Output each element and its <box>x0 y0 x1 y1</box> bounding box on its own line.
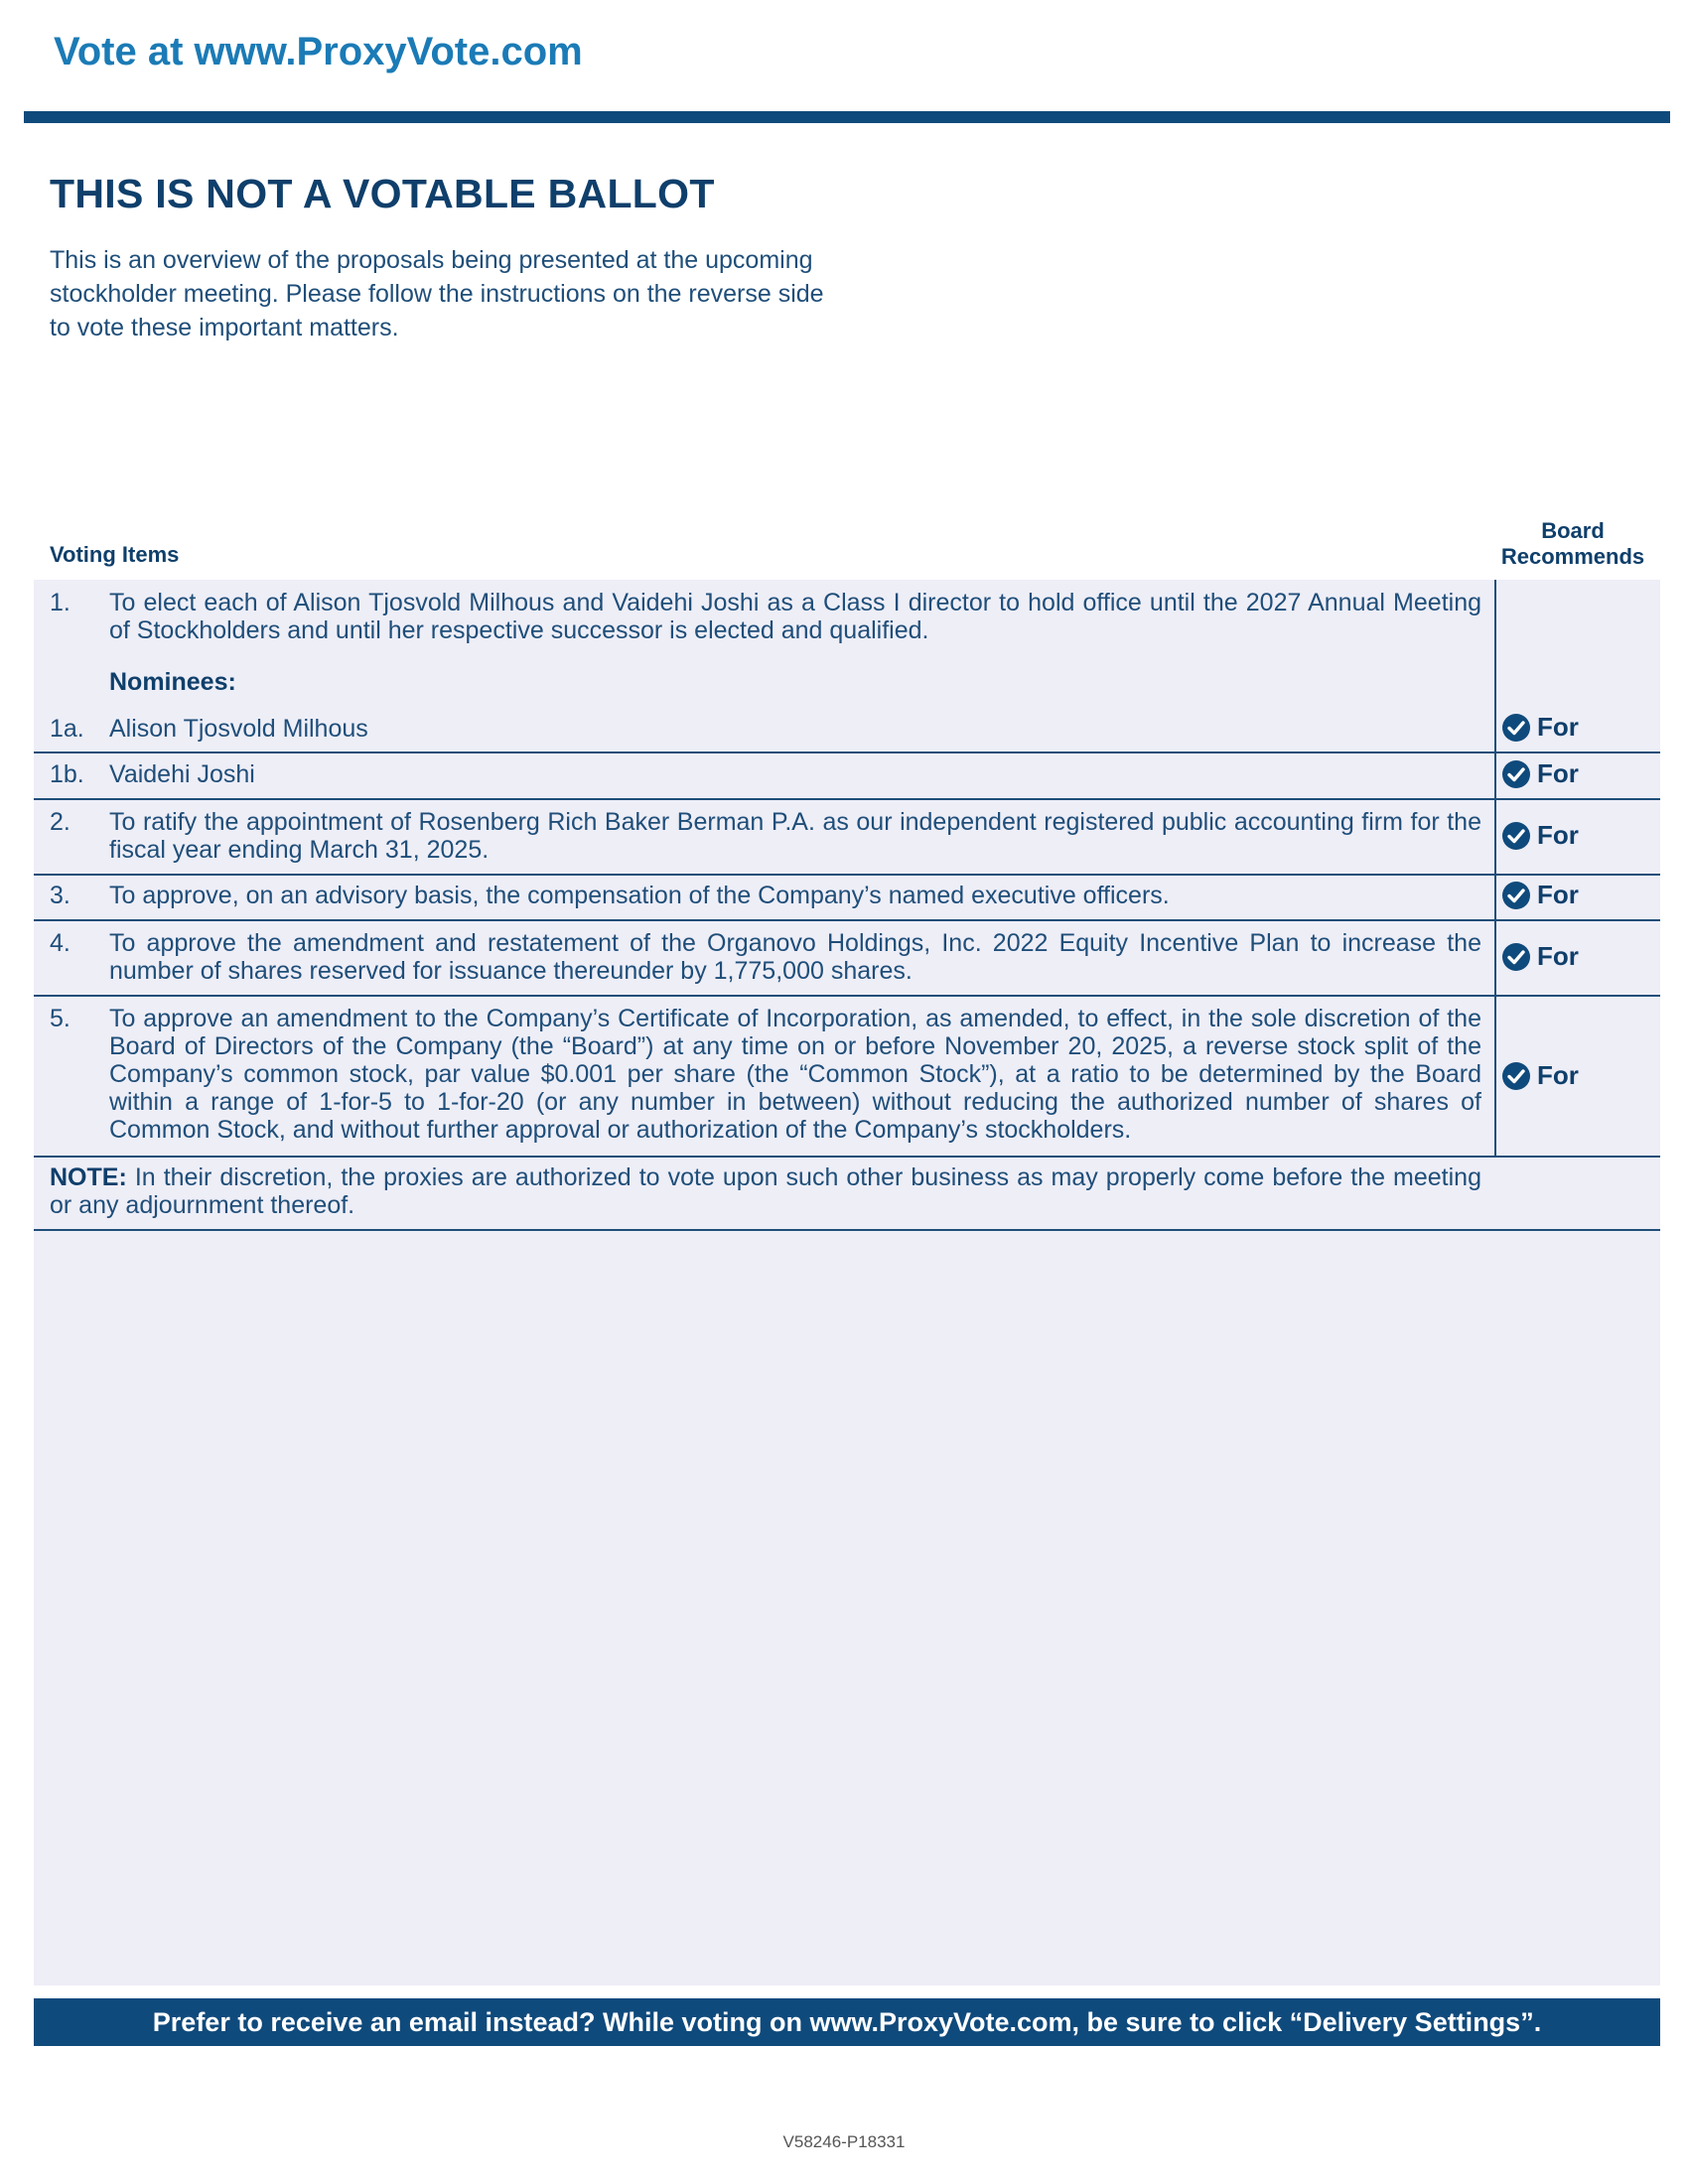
check-circle-icon <box>1501 942 1531 972</box>
recommendation-label: For <box>1537 1060 1579 1090</box>
board-heading-line1: Board <box>1541 518 1605 543</box>
nominees-label: Nominees: <box>109 668 236 696</box>
column-divider <box>1494 580 1496 1158</box>
item-number: 1. <box>50 589 70 616</box>
row-divider <box>34 1229 1660 1231</box>
note-text: In their discretion, the proxies are authorized to vote upon such other business as may properly come before the meeting or any adjournment thereof. <box>50 1163 1481 1219</box>
row-divider <box>34 919 1660 921</box>
recommendation-label: For <box>1537 820 1579 850</box>
row-divider <box>34 751 1660 753</box>
check-circle-icon <box>1501 759 1531 789</box>
page-title: THIS IS NOT A VOTABLE BALLOT <box>50 171 715 216</box>
board-recommendation <box>1501 880 1579 910</box>
board-recommends-heading <box>1493 518 1652 570</box>
item-text: To ratify the appointment of Rosenberg Rich Baker Berman P.A. as our independent registered public accounting firm for the fiscal year ending March 31, 2025. <box>109 808 1481 864</box>
item-text: To approve the amendment and restatement of the Organovo Holdings, Inc. 2022 Equity Incentive Plan to increase the number of shares reserved for issuance thereunder by 1,775,000 shares. <box>109 929 1481 985</box>
delivery-settings-banner: Prefer to receive an email instead? While voting on www.ProxyVote.com, be sure to click “Delivery Settings”. <box>34 1998 1660 2046</box>
voting-items-heading: Voting Items <box>50 542 180 567</box>
item-number: 3. <box>50 882 70 909</box>
check-circle-icon <box>1501 881 1531 910</box>
board-recommendation <box>1501 1060 1579 1091</box>
proxyvote-header-link[interactable]: Vote at www.ProxyVote.com <box>54 30 583 73</box>
document-code: V58246-P18331 <box>782 2132 906 2151</box>
board-heading-line2: Recommends <box>1500 544 1645 569</box>
recommendation-label: For <box>1537 880 1579 909</box>
check-circle-icon <box>1501 1061 1531 1091</box>
check-circle-icon <box>1501 713 1531 743</box>
board-recommendation <box>1501 820 1579 851</box>
board-recommendation <box>1501 941 1579 972</box>
recommendation-label: For <box>1537 941 1579 971</box>
item-number: 1b. <box>50 760 84 788</box>
recommendation-label: For <box>1537 712 1579 742</box>
item-number: 5. <box>50 1005 70 1032</box>
row-divider <box>34 798 1660 800</box>
row-divider <box>34 874 1660 876</box>
item-text: To elect each of Alison Tjosvold Milhous and Vaidehi Joshi as a Class I director to hold office until the 2027 Annual Meeting of Stockholders and until her respective successor is elected and qualified. <box>109 589 1481 644</box>
intro-paragraph: This is an overview of the proposals being presented at the upcoming stockholder meeting. Please follow the instructions on the reverse side to vote these important matters. <box>50 246 824 341</box>
header-divider <box>24 111 1670 123</box>
item-number: 2. <box>50 808 70 836</box>
voting-items-panel <box>34 580 1660 1985</box>
check-circle-icon <box>1501 821 1531 851</box>
row-divider <box>34 995 1660 997</box>
item-text: To approve, on an advisory basis, the compensation of the Company’s named executive officers. <box>109 882 1170 909</box>
recommendation-label: For <box>1537 758 1579 788</box>
row-divider <box>34 1156 1660 1158</box>
board-recommendation <box>1501 758 1579 789</box>
item-text: To approve an amendment to the Company’s Certificate of Incorporation, as amended, to effect, in the sole discretion of the Board of Directors of the Company (the “Board”) at any time on or before November 20, 2025, a reverse stock split of the Company’s common stock, par value $0.001 per share (the “Common Stock”), at a ratio to be determined by the Board within a range of 1-for-5 to 1-for-20 (or any number in between) without reducing the authorized number of shares of Common Stock, and without further approval or authorization of the Company’s stockholders. <box>109 1005 1481 1144</box>
item-text: Vaidehi Joshi <box>109 760 255 788</box>
note-paragraph <box>50 1163 1481 1219</box>
note-label: NOTE: <box>50 1163 127 1191</box>
item-text: Alison Tjosvold Milhous <box>109 715 368 743</box>
item-number: 1a. <box>50 715 84 743</box>
item-number: 4. <box>50 929 70 957</box>
board-recommendation <box>1501 712 1579 743</box>
